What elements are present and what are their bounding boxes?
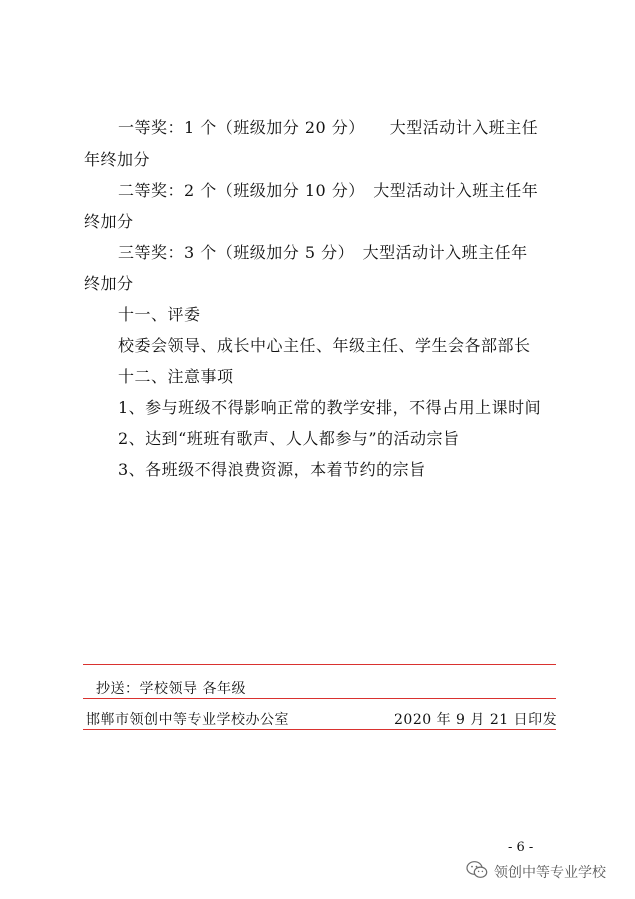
footer-rule-bottom <box>83 729 556 730</box>
issue-date: 2020 年 9 月 21 日印发 <box>394 712 558 728</box>
note-item-1: 1、参与班级不得影响正常的教学安排，不得占用上课时间 <box>118 398 542 417</box>
note-item-2: 2、达到“班班有歌声、人人都参与”的活动宗旨 <box>118 429 460 448</box>
award-second-line-1: 二等奖：2 个（班级加分 10 分） 大型活动计入班主任年 <box>118 181 539 200</box>
award-first-line-1: 一等奖：1 个（班级加分 20 分） 大型活动计入班主任 <box>118 118 539 137</box>
judges-list: 校委会领导、成长中心主任、年级主任、学生会各部部长 <box>118 336 531 355</box>
award-second-line-2: 终加分 <box>84 212 134 231</box>
watermark-text: 领创中等专业学校 <box>494 865 606 881</box>
cc-line: 抄送：学校领导 各年级 <box>96 681 246 697</box>
footer-rule-top <box>83 664 556 665</box>
footer-rule-middle <box>83 698 556 699</box>
watermark <box>466 860 606 884</box>
wechat-icon <box>466 860 494 884</box>
award-first-line-2: 年终加分 <box>84 150 151 169</box>
section-judges-heading: 十一、评委 <box>118 305 201 324</box>
award-third-line-2: 终加分 <box>84 274 134 293</box>
award-third-line-1: 三等奖：3 个（班级加分 5 分） 大型活动计入班主任年 <box>118 243 528 262</box>
note-item-3: 3、各班级不得浪费资源，本着节约的宗旨 <box>118 460 426 479</box>
page-number: - 6 - <box>508 840 534 855</box>
issuer-name: 邯郸市领创中等专业学校办公室 <box>86 712 289 728</box>
section-notes-heading: 十二、注意事项 <box>118 367 234 386</box>
